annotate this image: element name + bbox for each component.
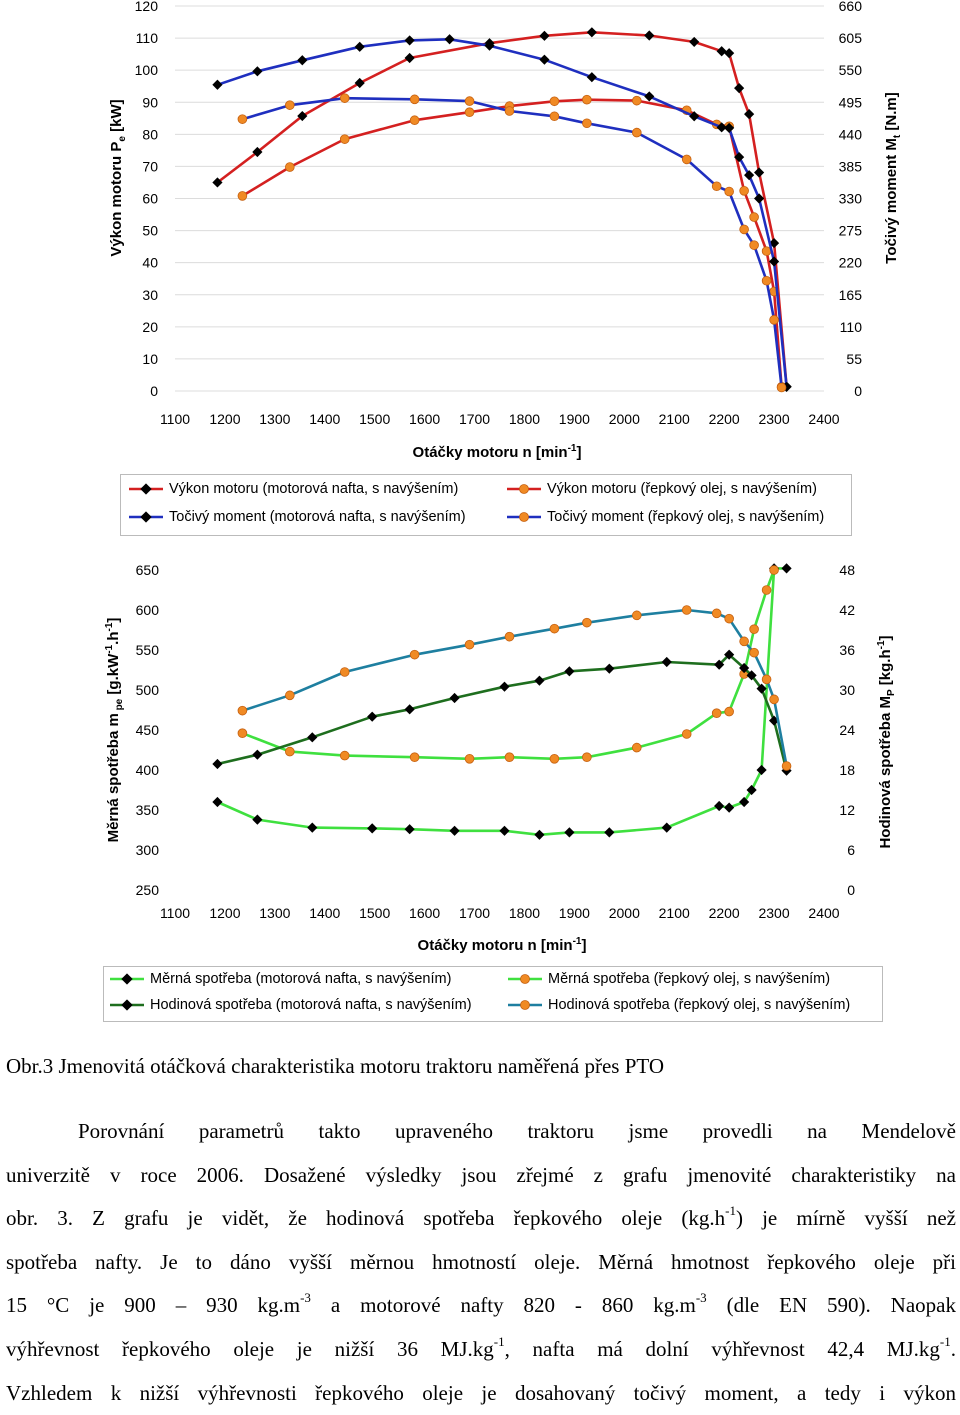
legend-item-hourly-rapeseed	[508, 997, 850, 1013]
x-tick-label: 1100	[159, 905, 191, 921]
fuel-consumption-chart	[0, 550, 960, 970]
y-left-tick-label: 110	[135, 30, 158, 47]
series-3	[212, 34, 791, 392]
data-point-diamond	[744, 109, 754, 119]
legend-item-specific-rapeseed	[508, 971, 830, 987]
legend-item-power-rapeseed	[507, 481, 817, 497]
legend-label: Měrná spotřeba (motorová nafta, s navýšením)	[150, 971, 452, 987]
paragraph-line: spotřeba nafty. Je to dáno vyšší měrnou hmotností oleje. Měrná hmotnost řepkového oleje při	[6, 1249, 956, 1274]
y-right-tick-label: 48	[839, 562, 855, 578]
data-point-diamond	[604, 827, 614, 837]
legend-label: Točivý moment (řepkový olej, s navýšením)	[547, 509, 825, 525]
data-point-circle	[340, 94, 349, 103]
data-point-circle	[582, 95, 591, 104]
data-point-diamond	[252, 750, 262, 760]
x-tick-label: 1800	[508, 905, 541, 921]
data-point-circle	[410, 95, 419, 104]
data-point-diamond	[734, 83, 744, 93]
y-right-tick-label: 165	[838, 286, 862, 303]
data-point-circle	[582, 618, 591, 627]
data-point-circle	[712, 609, 721, 618]
y-right-tick-label: 440	[838, 126, 862, 143]
data-point-diamond	[307, 732, 317, 742]
data-point-circle	[725, 187, 734, 196]
data-point-diamond	[449, 826, 459, 836]
data-point-diamond	[644, 30, 654, 40]
paragraph-line: Vzhledem k nižší výhřevnosti řepkového oleje je dosahovaný točivý moment, a tedy i výkon	[6, 1380, 956, 1405]
data-point-diamond	[212, 759, 222, 769]
chart2-x-axis-label: Otáčky motoru n $[\min^{-1}]$	[417, 936, 587, 954]
circle-marker-icon	[508, 999, 542, 1011]
data-point-circle	[750, 213, 759, 222]
y-left-tick-label: 80	[142, 126, 158, 143]
data-point-circle	[582, 119, 591, 128]
data-point-circle	[340, 668, 349, 677]
paragraph-line: obr. 3. Z grafu je vidět, že hodinová spotřeba řepkového oleje $(kg.h^{-1})$ je mírně vyšší než	[6, 1203, 956, 1231]
legend-label: Točivý moment (motorová nafta, s navýšením)	[169, 509, 466, 525]
data-point-circle	[712, 709, 721, 718]
x-tick-label: 2100	[658, 905, 690, 921]
y-left-tick-label: 90	[142, 94, 158, 111]
data-point-diamond	[587, 72, 597, 82]
x-tick-label: 1900	[558, 411, 590, 427]
x-tick-label: 2300	[758, 905, 790, 921]
y-right-tick-label: 220	[838, 254, 862, 271]
diamond-marker-icon	[129, 511, 163, 523]
x-tick-label: 2400	[808, 905, 840, 921]
x-tick-label: 2200	[708, 905, 740, 921]
x-tick-label: 1700	[458, 411, 491, 427]
data-point-diamond	[662, 823, 672, 833]
legend-item-power-diesel	[129, 481, 458, 497]
data-point-circle	[410, 116, 419, 125]
data-point-diamond	[604, 664, 614, 674]
data-point-circle	[682, 730, 691, 739]
data-point-diamond	[297, 55, 307, 65]
data-point-circle	[762, 276, 771, 285]
data-point-circle	[582, 753, 591, 762]
y-right-tick-label: 55	[846, 350, 862, 367]
data-point-circle	[750, 648, 759, 657]
data-point-diamond	[781, 563, 791, 573]
data-point-circle	[750, 241, 759, 250]
x-tick-label: 2200	[708, 411, 740, 427]
x-tick-label: 2000	[608, 905, 640, 921]
data-point-diamond	[724, 803, 734, 813]
data-point-circle	[465, 640, 474, 649]
y-right-tick-label: 6	[847, 842, 855, 858]
data-point-circle	[285, 101, 294, 110]
data-point-circle	[682, 155, 691, 164]
legend-label: Výkon motoru (motorová nafta, s navýšením)	[169, 481, 459, 497]
y-left-tick-label: 10	[142, 350, 158, 367]
y-left-tick-label: 70	[142, 158, 158, 175]
data-point-diamond	[252, 815, 262, 825]
data-point-circle	[505, 632, 514, 641]
series-1	[212, 563, 791, 840]
data-point-diamond	[307, 823, 317, 833]
data-point-circle	[632, 743, 641, 752]
data-point-diamond	[252, 66, 262, 76]
paragraph-line: 15 °C je 900 – 930 $kg.m^{-3}$ a motorové nafty 820 - 860 $kg.m^{-3}$ (dle EN 590). Naopak	[6, 1290, 956, 1318]
y-left-tick-label: 50	[142, 222, 158, 239]
y-right-tick-label: 36	[839, 642, 855, 658]
diamond-marker-icon	[110, 973, 144, 985]
x-tick-label: 1200	[209, 905, 241, 921]
data-point-circle	[632, 611, 641, 620]
x-tick-label: 2100	[658, 411, 690, 427]
x-tick-label: 1900	[558, 905, 590, 921]
x-tick-label: 1300	[259, 905, 291, 921]
data-point-circle	[740, 225, 749, 234]
data-point-diamond	[355, 78, 365, 88]
y-left-tick-label: 450	[135, 722, 159, 738]
y-right-tick-label: 18	[839, 762, 855, 778]
series-line	[217, 39, 786, 387]
data-point-diamond	[212, 80, 222, 90]
series-line	[217, 568, 786, 834]
data-point-circle	[712, 182, 721, 191]
y-right-tick-label: 550	[838, 62, 862, 79]
data-point-diamond	[539, 31, 549, 41]
y-right-tick-label: 30	[839, 682, 855, 698]
legend-item-torque-rapeseed	[507, 509, 824, 525]
x-tick-label: 1700	[458, 905, 491, 921]
paragraph-line: Porovnání parametrů takto upraveného traktoru jsme provedli na Mendelově	[78, 1119, 956, 1143]
chart1-x-axis-label: Otáčky motoru n $[\min^{-1}]$	[412, 443, 582, 461]
chart2-left-ticks	[136, 562, 160, 898]
chart1-legend	[120, 474, 852, 536]
x-tick-label: 2300	[758, 411, 790, 427]
y-right-tick-label: 24	[839, 722, 855, 738]
data-point-circle	[550, 754, 559, 763]
y-left-tick-label: 550	[135, 642, 159, 658]
data-point-circle	[285, 747, 294, 756]
data-point-diamond	[367, 712, 377, 722]
series-1	[212, 27, 791, 391]
chart1-series	[212, 27, 791, 392]
series-4	[238, 94, 786, 392]
legend-label: Měrná spotřeba (řepkový olej, s navýšením)	[548, 971, 831, 987]
data-point-diamond	[564, 827, 574, 837]
data-point-circle	[465, 108, 474, 117]
y-right-tick-label: 42	[839, 602, 855, 618]
chart2-right-ticks	[839, 562, 855, 898]
chart2-left-axis-label: Měrná spotřeba m $_{pe}$ $[g.kW^{-1}.h^{-1}]$	[104, 617, 125, 843]
y-left-tick-label: 250	[135, 882, 159, 898]
data-point-diamond	[587, 27, 597, 37]
body-paragraph	[6, 1110, 956, 1415]
data-point-diamond	[405, 53, 415, 63]
data-point-circle	[770, 695, 779, 704]
x-tick-label: 1400	[309, 411, 341, 427]
data-point-circle	[550, 112, 559, 121]
y-right-tick-label: 12	[839, 802, 855, 818]
data-point-circle	[285, 691, 294, 700]
legend-item-torque-diesel	[129, 509, 466, 525]
data-point-diamond	[714, 801, 724, 811]
y-left-tick-label: 400	[135, 762, 159, 778]
data-point-circle	[750, 625, 759, 634]
chart1-left-ticks	[135, 0, 159, 399]
data-point-diamond	[212, 797, 222, 807]
data-point-circle	[550, 624, 559, 633]
circle-marker-icon	[507, 511, 541, 523]
y-left-tick-label: 60	[142, 190, 158, 207]
y-right-tick-label: 110	[839, 318, 862, 335]
series-line	[217, 32, 786, 386]
chart1-right-axis-label: Točivý moment $M_t$ [N.m]	[883, 92, 903, 264]
data-point-circle	[465, 754, 474, 763]
x-tick-label: 1300	[259, 411, 291, 427]
data-point-circle	[725, 707, 734, 716]
x-tick-label: 1600	[409, 905, 441, 921]
chart2-series	[212, 563, 791, 840]
data-point-circle	[550, 97, 559, 106]
data-point-diamond	[499, 826, 509, 836]
chart2-legend	[103, 966, 883, 1022]
y-left-tick-label: 120	[134, 0, 158, 14]
data-point-circle	[465, 97, 474, 106]
data-point-diamond	[644, 91, 654, 101]
x-tick-label: 1500	[359, 411, 391, 427]
power-torque-chart	[0, 0, 960, 470]
data-point-circle	[238, 706, 247, 715]
y-left-tick-label: 650	[135, 562, 159, 578]
data-point-circle	[340, 751, 349, 760]
data-point-circle	[238, 729, 247, 738]
data-point-circle	[762, 586, 771, 595]
data-point-diamond	[534, 830, 544, 840]
data-point-diamond	[405, 35, 415, 45]
y-left-tick-label: 350	[135, 802, 159, 818]
circle-marker-icon	[507, 483, 541, 495]
data-point-circle	[782, 762, 791, 771]
data-point-circle	[740, 637, 749, 646]
y-left-tick-label: 0	[150, 383, 158, 399]
x-tick-label: 2000	[608, 411, 640, 427]
data-point-diamond	[449, 693, 459, 703]
y-right-tick-label: 0	[847, 882, 855, 898]
diamond-marker-icon	[110, 999, 144, 1011]
series-line	[242, 610, 786, 766]
data-point-diamond	[499, 682, 509, 692]
data-point-circle	[340, 135, 349, 144]
y-left-tick-label: 100	[134, 62, 158, 79]
y-left-tick-label: 30	[142, 286, 158, 303]
data-point-circle	[505, 753, 514, 762]
data-point-diamond	[662, 657, 672, 667]
data-point-diamond	[757, 765, 767, 775]
chart1-x-ticks	[160, 411, 840, 427]
data-point-circle	[682, 606, 691, 615]
paragraph-line: výhřevnost řepkového oleje je nižší 36 $MJ.kg^{-1}$, nafta má dolní výhřevnost 42,4 $MJ.kg^{-1}$.	[6, 1333, 956, 1361]
data-point-diamond	[405, 824, 415, 834]
diamond-marker-icon	[129, 483, 163, 495]
y-right-tick-label: 660	[838, 0, 862, 14]
y-left-tick-label: 40	[142, 254, 158, 271]
legend-label: Hodinová spotřeba (řepkový olej, s navýšením)	[548, 997, 851, 1013]
data-point-circle	[770, 566, 779, 575]
data-point-circle	[238, 115, 247, 124]
chart1-right-ticks	[839, 0, 863, 399]
legend-label: Hodinová spotřeba (motorová nafta, s navýšením)	[150, 997, 472, 1013]
series-line	[242, 100, 781, 387]
data-point-circle	[777, 383, 786, 392]
data-point-diamond	[367, 823, 377, 833]
data-point-circle	[762, 675, 771, 684]
legend-item-hourly-diesel	[110, 997, 472, 1013]
y-left-tick-label: 300	[135, 842, 159, 858]
y-left-tick-label: 600	[135, 602, 159, 618]
paragraph-line: univerzitě v roce 2006. Dosažené výsledky jsou zřejmé z grafu jmenovité charakteristiky na	[6, 1162, 956, 1187]
x-tick-label: 1100	[159, 411, 191, 427]
series-line	[242, 98, 781, 387]
figure-caption: Obr.3 Jmenovitá otáčková charakteristika motoru traktoru naměřená přes PTO	[6, 1054, 664, 1078]
y-right-tick-label: 495	[838, 94, 862, 111]
data-point-diamond	[724, 48, 734, 58]
data-point-circle	[410, 753, 419, 762]
data-point-circle	[238, 192, 247, 201]
data-point-diamond	[744, 170, 754, 180]
series-4	[238, 606, 791, 771]
data-point-circle	[285, 163, 294, 172]
x-tick-label: 1500	[359, 905, 391, 921]
y-right-tick-label: 0	[854, 383, 862, 399]
data-point-diamond	[539, 55, 549, 65]
y-left-tick-label: 500	[135, 682, 159, 698]
chart2-right-axis-label: Hodinová spotřeba $M_P$ $[kg.h^{-1}]$	[876, 635, 897, 849]
data-point-circle	[505, 107, 514, 116]
y-right-tick-label: 385	[838, 158, 862, 175]
data-point-circle	[740, 186, 749, 195]
data-point-diamond	[754, 167, 764, 177]
data-point-diamond	[355, 42, 365, 52]
chart2-x-ticks	[160, 905, 840, 921]
y-right-tick-label: 330	[838, 190, 862, 207]
x-tick-label: 1200	[209, 411, 241, 427]
chart1-left-axis-label: Výkon motoru $P_e$ [kW]	[108, 99, 128, 257]
y-right-tick-label: 275	[838, 222, 862, 239]
data-point-diamond	[405, 704, 415, 714]
y-right-tick-label: 605	[838, 30, 862, 47]
data-point-diamond	[717, 46, 727, 56]
series-2	[238, 95, 786, 391]
data-point-circle	[770, 315, 779, 324]
data-point-circle	[725, 614, 734, 623]
x-tick-label: 2400	[808, 411, 840, 427]
x-tick-label: 1600	[409, 411, 441, 427]
data-point-diamond	[534, 676, 544, 686]
chart1-gridlines	[175, 6, 824, 391]
legend-label: Výkon motoru (řepkový olej, s navýšením)	[547, 481, 817, 497]
data-point-diamond	[444, 34, 454, 44]
data-point-circle	[632, 96, 641, 105]
x-tick-label: 1800	[508, 411, 541, 427]
circle-marker-icon	[508, 973, 542, 985]
legend-item-specific-diesel	[110, 971, 451, 987]
data-point-circle	[632, 128, 641, 137]
x-tick-label: 1400	[309, 905, 341, 921]
data-point-circle	[410, 650, 419, 659]
data-point-diamond	[564, 666, 574, 676]
y-left-tick-label: 20	[142, 318, 158, 335]
